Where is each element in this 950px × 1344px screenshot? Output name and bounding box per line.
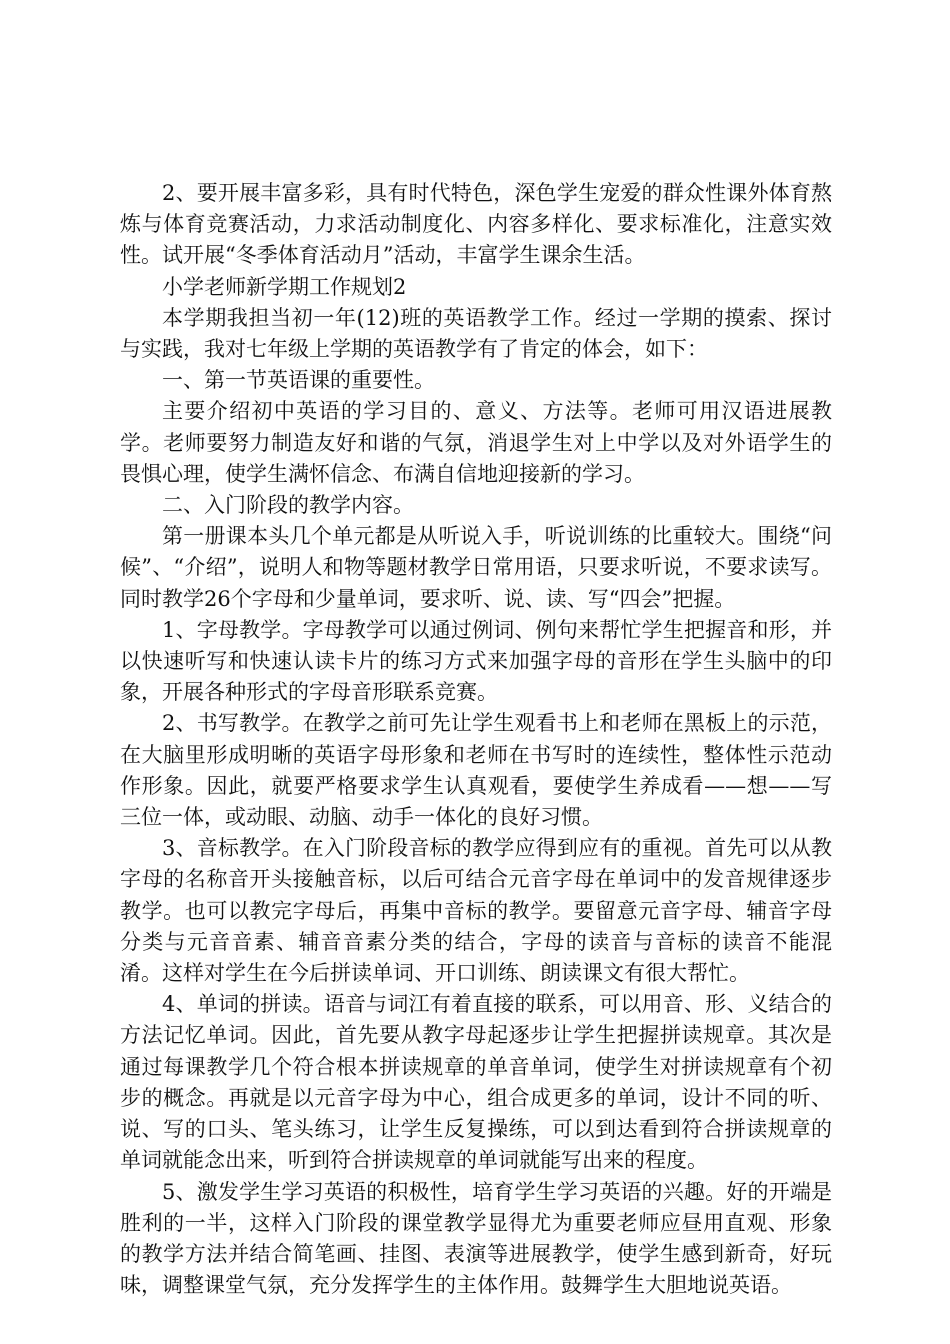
paragraph-intro: 本学期我担当初一年(12)班的英语教学工作。经过一学期的摸索、探讨与实践，我对七年级上学期的英语教学有了肯定的体会，如下： <box>120 305 832 362</box>
paragraph-letter-teaching: 1、字母教学。字母教学可以通过例词、例句来帮忙学生把握音和形，并以快速听写和快速认读卡片的练习方式来加强字母的音形在学生头脑中的印象，开展各种形式的字母音形联系竞赛。 <box>120 617 832 705</box>
paragraph-motivation: 5、激发学生学习英语的积极性，培育学生学习英语的兴趣。好的开端是胜利的一半，这样入门阶段的课堂教学显得尤为重要老师应昼用直观、形象的教学方法并结合简笔画、挂图、表演等进展教学，使学生感到新奇，好玩味，调整课堂气氛，充分发挥学生的主体作用。鼓舞学生大胆地说英语。 <box>120 1179 832 1298</box>
paragraph-first-lesson: 主要介绍初中英语的学习目的、意义、方法等。老师可用汉语进展教学。老师要努力制造友好和谐的气氛，消退学生对上中学以及对外语学生的畏惧心理，使学生满怀信念、布满自信地迎接新的学习。 <box>120 399 832 486</box>
paragraph-sports-activities: 2、要开展丰富多彩，具有时代特色，深色学生宠爱的群众性课外体育熬炼与体育竞赛活动，力求活动制度化、内容多样化、要求标准化，注意实效性。试开展“冬季体育活动月”活动，丰富学生课余生活。 <box>120 181 832 268</box>
heading-entry-stage: 二、入门阶段的教学内容。 <box>162 493 414 518</box>
section-heading-plan-2: 小学老师新学期工作规划2 <box>162 274 407 299</box>
paragraph-phonetics-teaching: 3、音标教学。在入门阶段音标的教学应得到应有的重视。首先可以从教字母的名称音开头接触音标，以后可结合元音字母在单词中的发音规律逐步教学。也可以教完字母后，再集中音标的教学。要留意元音字母、辅音字母分类与元音音素、辅音音素分类的结合，字母的读音与音标的读音不能混淆。这样对学生在今后拼读单词、开口训练、朗读课文有很大帮忙。 <box>120 836 832 986</box>
paragraph-entry-stage: 第一册课本头几个单元都是从听说入手，听说训练的比重较大。围绕“问候”、“介绍”，说明人和物等题材教学日常用语，只要求听说，不要求读写。同时教学26个字母和少量单词，要求听、说、读、写“四会”把握。 <box>120 524 832 611</box>
heading-first-lesson: 一、第一节英语课的重要性。 <box>162 368 435 393</box>
paragraph-writing-teaching: 2、书写教学。在教学之前可先让学生观看书上和老师在黑板上的示范，在大脑里形成明晰的英语字母形象和老师在书写时的连续性，整体性示范动作形象。因此，就要严格要求学生认真观看，要使学生养成看——想——写三位一体，或动眼、动脑、动手一体化的良好习惯。 <box>120 711 832 830</box>
paragraph-word-spelling: 4、单词的拼读。语音与词江有着直接的联系，可以用音、形、义结合的方法记忆单词。因此，首先要从教字母起逐步让学生把握拼读规章。其次是通过每课教学几个符合根本拼读规章的单音单词，使学生对拼读规章有个初步的概念。再就是以元音字母为中心，组合成更多的单词，设计不同的听、说、写的口头、笔头练习，让学生反复操练，可以到达看到符合拼读规章的单词就能念出来，听到符合拼读规章的单词就能写出来的程度。 <box>120 992 832 1173</box>
document-page <box>120 178 832 1301</box>
